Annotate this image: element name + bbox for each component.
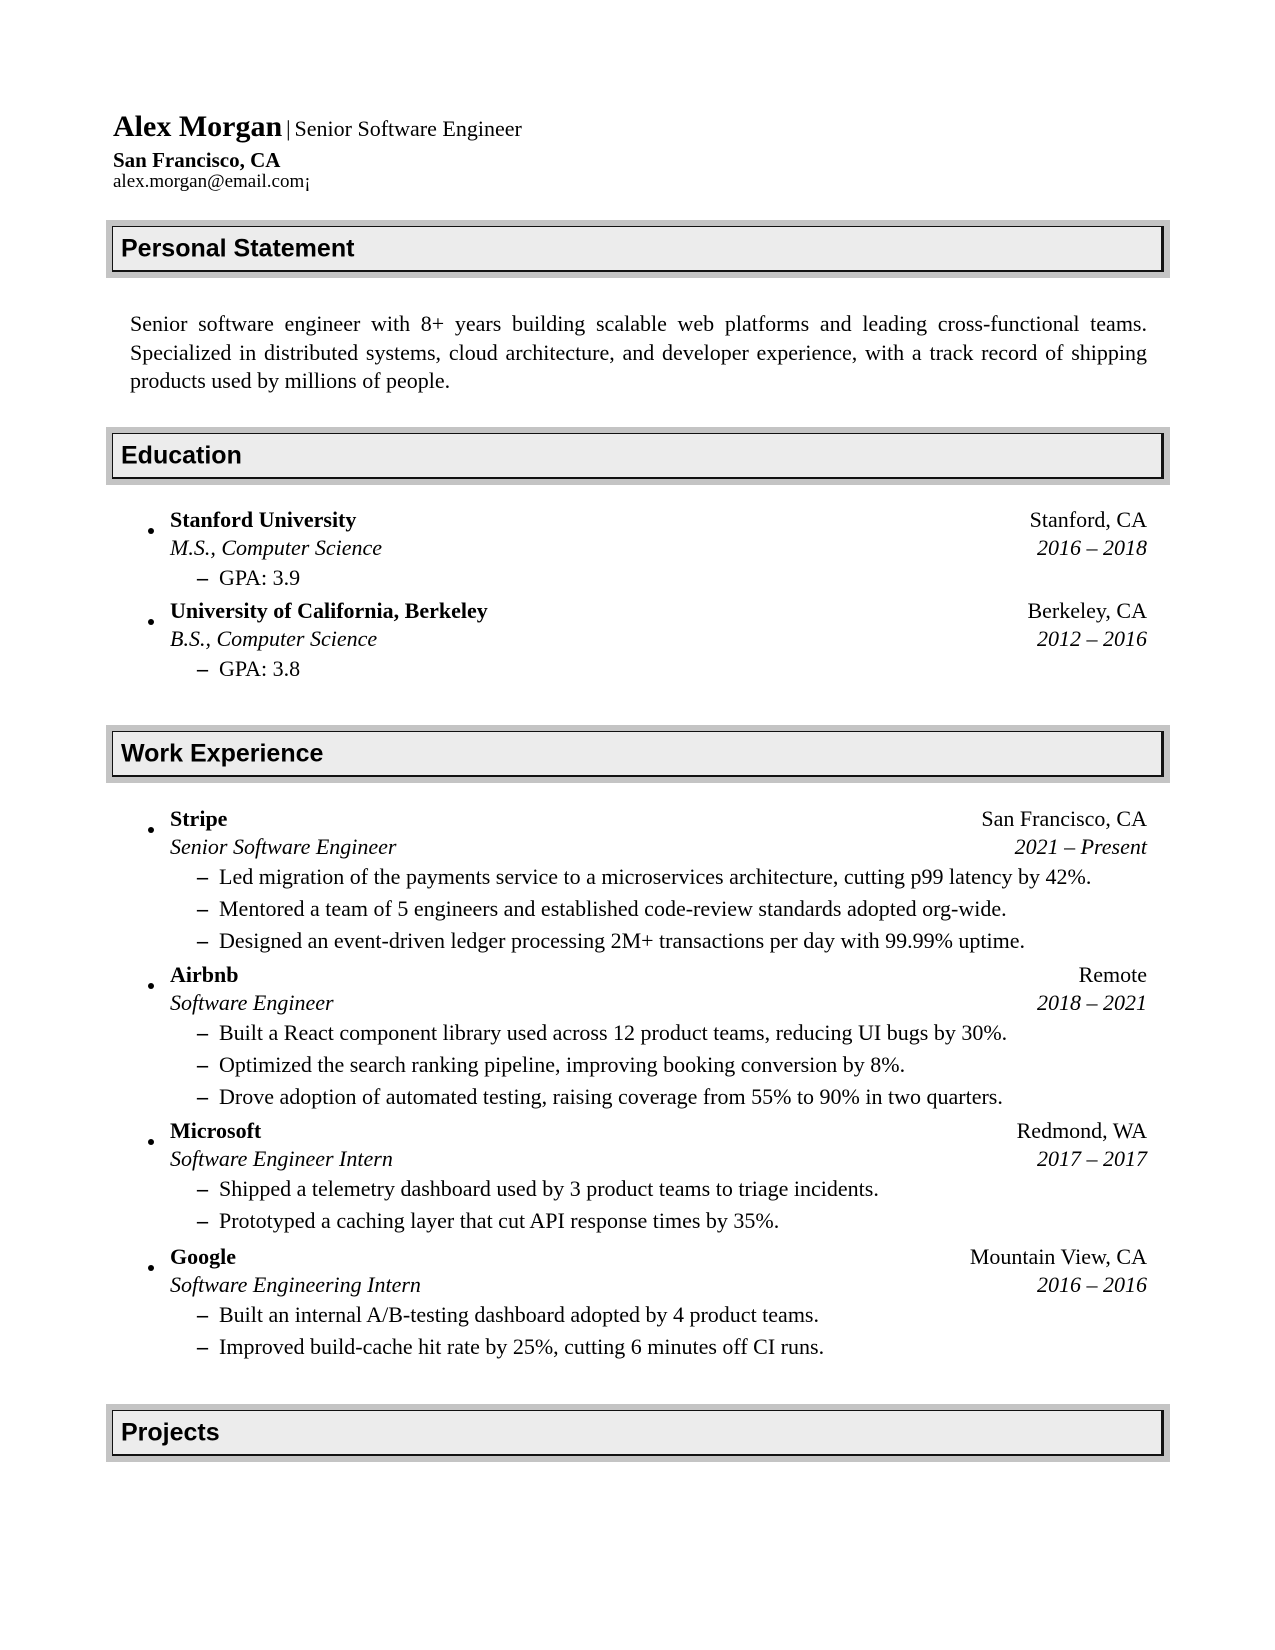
dash-icon: – <box>197 864 208 889</box>
bullet-icon <box>148 1139 154 1145</box>
dash-icon: – <box>197 1334 208 1359</box>
school-location: Berkeley, CA <box>1027 598 1147 623</box>
dash-icon: – <box>197 565 208 590</box>
company-location: Remote <box>1078 962 1147 987</box>
education-detail: – GPA: 3.8 <box>197 653 1147 685</box>
job-role: Software Engineer Intern <box>170 1146 393 1171</box>
degree: B.S., Computer Science <box>170 626 378 651</box>
candidate-email: alex.morgan@email.com¡ <box>113 171 311 192</box>
name-line <box>113 112 522 142</box>
school-location: Stanford, CA <box>1029 507 1147 532</box>
job-role: Senior Software Engineer <box>170 834 397 859</box>
work-detail: – Improved build-cache hit rate by 25%, cutting 6 minutes off CI runs. <box>197 1331 1147 1363</box>
section-heading: Education <box>121 441 242 470</box>
dash-icon: – <box>197 1176 208 1201</box>
work-detail: – Shipped a telemetry dashboard used by 3 product teams to triage incidents. <box>197 1173 1147 1205</box>
candidate-name: Alex Morgan <box>113 110 283 143</box>
bullet-icon <box>148 619 154 625</box>
job-role: Software Engineering Intern <box>170 1272 421 1297</box>
bullet-icon <box>148 827 154 833</box>
work-entry <box>148 1243 1147 1363</box>
title-separator: | <box>286 116 291 141</box>
work-detail: – Optimized the search ranking pipeline, improving booking conversion by 8%. <box>197 1049 1147 1081</box>
work-detail: – Built a React component library used across 12 product teams, reducing UI bugs by 30%. <box>197 1017 1147 1049</box>
personal-statement-text: Senior software engineer with 8+ years building scalable web platforms and leading cross-functional teams. Specialized in distributed systems, cloud architecture, and developer experience, with a track record of shipping products used by millions of people. <box>130 311 1147 393</box>
section-heading: Work Experience <box>121 739 324 768</box>
work-entry <box>148 1117 1147 1243</box>
job-dates: 2018 – 2021 <box>1037 990 1147 1015</box>
section-projects <box>106 1404 1170 1462</box>
degree: M.S., Computer Science <box>170 535 382 560</box>
education-list <box>148 506 1147 685</box>
education-entry <box>148 506 1147 597</box>
company-name: Airbnb <box>170 962 239 987</box>
bullet-icon <box>148 1265 154 1271</box>
dash-icon: – <box>197 1052 208 1077</box>
education-detail: – GPA: 3.9 <box>197 562 1147 594</box>
company-location: San Francisco, CA <box>981 806 1147 831</box>
dash-icon: – <box>197 1020 208 1045</box>
education-dates: 2016 – 2018 <box>1037 535 1147 560</box>
bullet-icon <box>148 983 154 989</box>
work-detail: – Led migration of the payments service to a microservices architecture, cutting p99 latency by 42%. <box>197 861 1147 893</box>
work-entry <box>148 805 1147 961</box>
dash-icon: – <box>197 1208 208 1233</box>
work-entry <box>148 961 1147 1117</box>
company-location: Mountain View, CA <box>969 1244 1147 1269</box>
section-heading: Personal Statement <box>121 234 355 263</box>
dash-icon: – <box>197 656 208 681</box>
work-list <box>148 805 1147 1363</box>
dash-icon: – <box>197 928 208 953</box>
work-detail: – Mentored a team of 5 engineers and established code-review standards adopted org-wide. <box>197 893 1147 925</box>
job-dates: 2021 – Present <box>1014 834 1147 859</box>
job-role: Software Engineer <box>170 990 334 1015</box>
bullet-icon <box>148 528 154 534</box>
section-personal-statement <box>106 220 1170 278</box>
candidate-location: San Francisco, CA <box>113 148 281 172</box>
work-detail: – Designed an event-driven ledger processing 2M+ transactions per day with 99.99% uptime. <box>197 925 1147 957</box>
dash-icon: – <box>197 896 208 921</box>
company-name: Stripe <box>170 806 228 831</box>
company-name: Google <box>170 1244 236 1269</box>
section-education <box>106 427 1170 485</box>
resume-header <box>113 112 522 192</box>
dash-icon: – <box>197 1084 208 1109</box>
company-name: Microsoft <box>170 1118 262 1143</box>
section-work-experience <box>106 725 1170 783</box>
work-detail: – Drove adoption of automated testing, raising coverage from 55% to 90% in two quarters. <box>197 1081 1147 1113</box>
school-name: University of California, Berkeley <box>170 598 488 623</box>
work-detail: – Built an internal A/B-testing dashboard adopted by 4 product teams. <box>197 1299 1147 1331</box>
education-entry <box>148 597 1147 685</box>
candidate-title: Senior Software Engineer <box>294 116 522 141</box>
dash-icon: – <box>197 1302 208 1327</box>
education-dates: 2012 – 2016 <box>1037 626 1147 651</box>
job-dates: 2016 – 2016 <box>1037 1272 1147 1297</box>
job-dates: 2017 – 2017 <box>1037 1146 1147 1171</box>
company-location: Redmond, WA <box>1016 1118 1147 1143</box>
school-name: Stanford University <box>170 507 357 532</box>
work-detail: – Prototyped a caching layer that cut API response times by 35%. <box>197 1205 1147 1237</box>
section-heading: Projects <box>121 1418 220 1447</box>
